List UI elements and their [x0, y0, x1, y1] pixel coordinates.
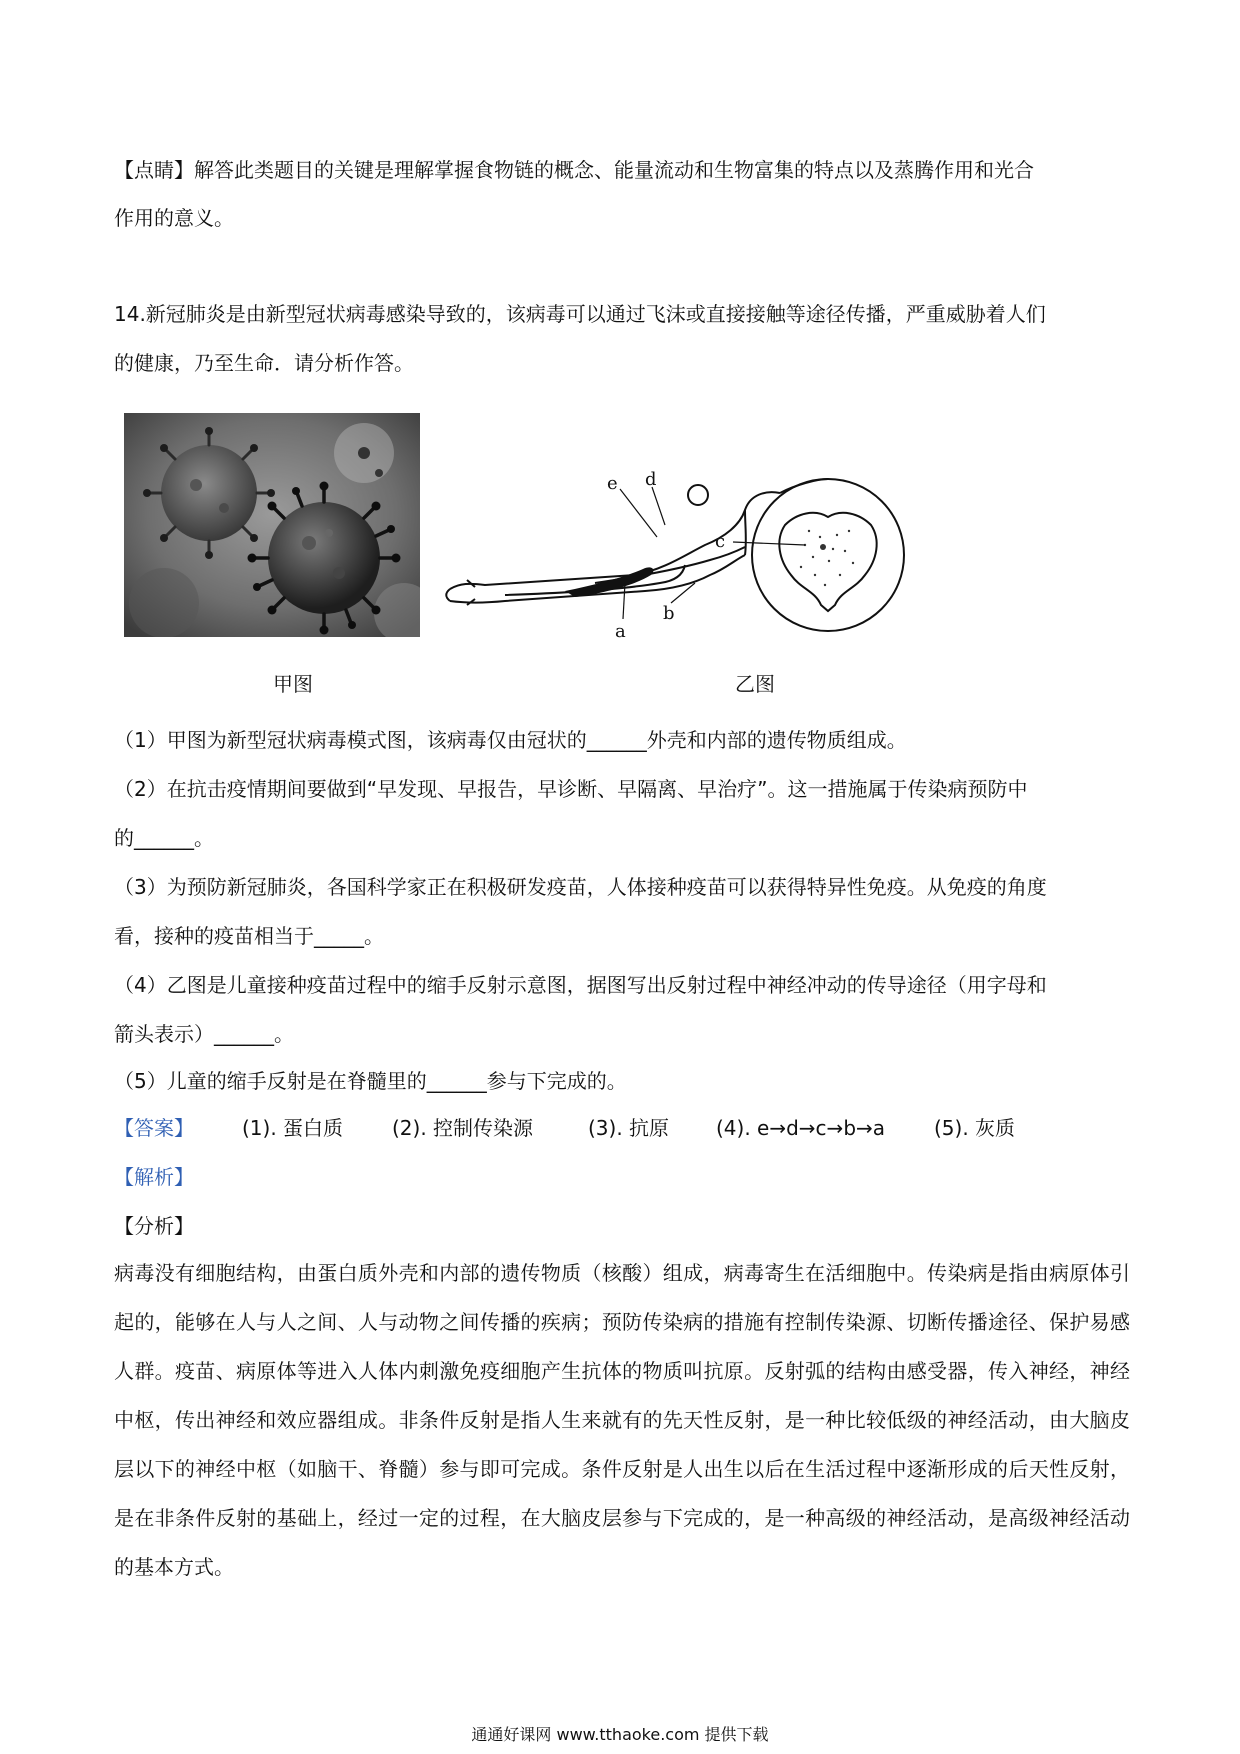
answer-3: (3). 抗原: [588, 1116, 670, 1140]
subquestion-2-line-2: 的______。: [114, 826, 214, 850]
jia-caption: 甲图: [273, 672, 313, 696]
subquestion-5: （5）儿童的缩手反射是在脊髓里的______参与下完成的。: [114, 1069, 627, 1093]
label-c: c: [715, 531, 726, 552]
answer-row: [114, 1115, 1130, 1141]
label-d: d: [645, 469, 657, 490]
subquestion-1: （1）甲图为新型冠状病毒模式图，该病毒仅由冠状的______外壳和内部的遗传物质组成。: [114, 728, 907, 752]
question-line-2: 的健康，乃至生命．请分析作答。: [114, 351, 414, 375]
subquestion-2-line-1: （2）在抗击疫情期间要做到“早发现、早报告，早诊断、早隔离、早治疗”。这一措施属于传染病预防中: [114, 777, 1028, 801]
reflex-arc-diagram: [445, 465, 915, 645]
label-e: e: [607, 473, 618, 494]
answer-5: (5). 灰质: [934, 1116, 1016, 1140]
dianjing-line-2: 作用的意义。: [114, 206, 234, 230]
virus-image: [124, 413, 420, 637]
subquestion-4-line-1: （4）乙图是儿童接种疫苗过程中的缩手反射示意图，据图写出反射过程中神经冲动的传导途径（用字母和: [114, 973, 1047, 997]
virus-particle-left: [143, 427, 275, 559]
answer-2: (2). 控制传染源: [392, 1116, 534, 1140]
dianjing-line-1: 【点睛】解答此类题目的关键是理解掌握食物链的概念、能量流动和生物富集的特点以及蒸腾作用和光合: [114, 158, 1034, 182]
virus-micrograph-figure: [124, 413, 420, 637]
subquestion-3-line-1: （3）为预防新冠肺炎，各国科学家正在积极研发疫苗，人体接种疫苗可以获得特异性免疫。从免疫的角度: [114, 875, 1047, 899]
yi-caption: 乙图: [735, 672, 775, 696]
fenxi-label: 【分析】: [114, 1214, 194, 1238]
question-line-1: 14.新冠肺炎是由新型冠状病毒感染导致的，该病毒可以通过飞沫或直接接触等途径传播，严重威胁着人们: [114, 302, 1046, 326]
answer-label: 【答案】: [114, 1116, 194, 1140]
subquestion-4-line-2: 箭头表示）______。: [114, 1022, 294, 1046]
label-a: a: [615, 621, 626, 642]
label-b: b: [663, 603, 675, 624]
page-footer: 通通好课网 www.tthaoke.com 提供下载: [471, 1725, 769, 1744]
answer-1: (1). 蛋白质: [242, 1116, 344, 1140]
jiexi-label: 【解析】: [114, 1165, 194, 1189]
virus-particle-right: [248, 482, 401, 635]
answer-4: (4). e→d→c→b→a: [716, 1116, 886, 1140]
reflex-arc-figure: [445, 465, 915, 645]
subquestion-3-line-2: 看，接种的疫苗相当于_____。: [114, 924, 384, 948]
fenxi-paragraph: 病毒没有细胞结构，由蛋白质外壳和内部的遗传物质（核酸）组成，病毒寄生在活细胞中。传染病是指由病原体引起的，能够在人与人之间、人与动物之间传播的疾病；预防传染病的措施有控制传染源、切断传播途径、保护易感人群。疫苗、病原体等进入人体内刺激免疫细胞产生抗体的物质叫抗原。反射弧的结构由感受器，传入神经，神经中枢，传出神经和效应器组成。非条件反射是指人生来就有的先天性反射，是一种比较低级的神经活动，由大脑皮层以下的神经中枢（如脑干、脊髓）参与即可完成。条件反射是人出生以后在生活过程中逐渐形成的后天性反射，是在非条件反射的基础上，经过一定的过程，在大脑皮层参与下完成的，是一种高级的神经活动，是高级神经活动的基本方式。: [114, 1261, 1130, 1579]
